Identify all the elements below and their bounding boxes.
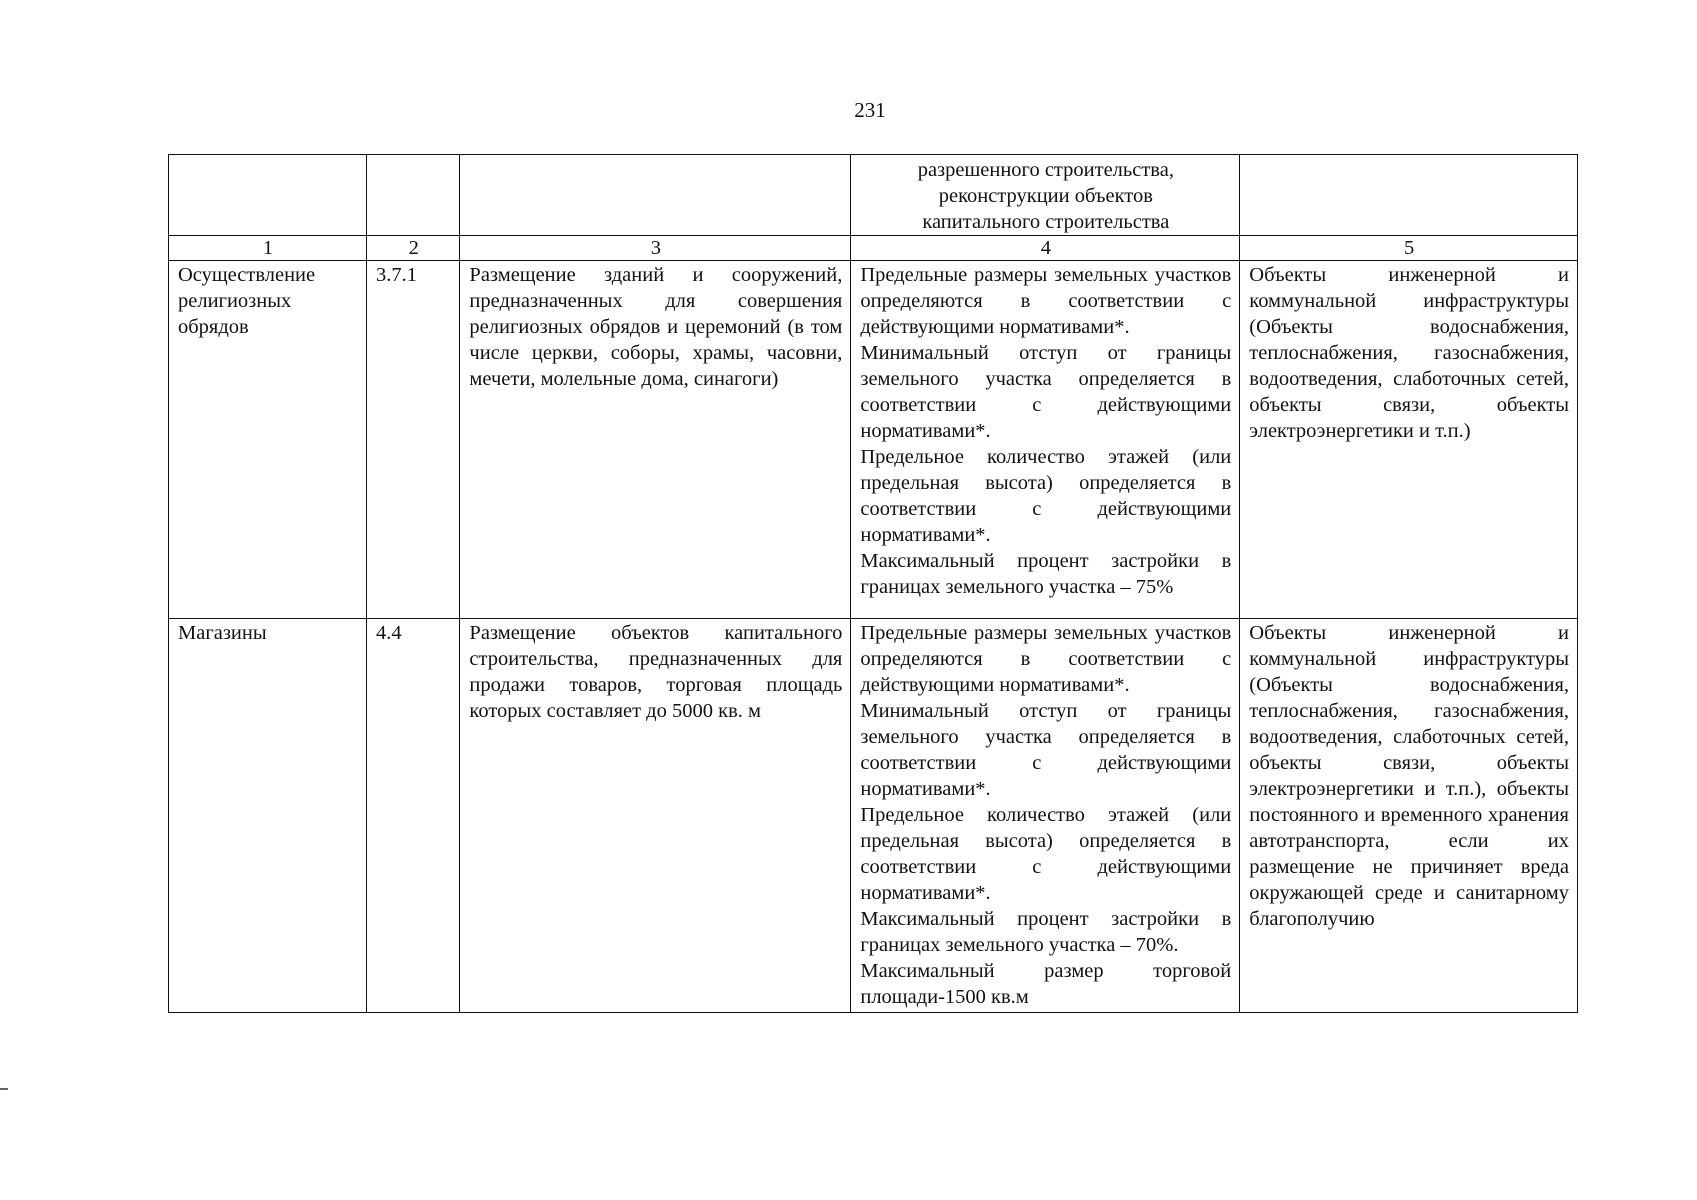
use-description: Размещение объектов капитального строительства, предназначенных для продажи товаров, торговая площадь которых составляет до 5000 кв. м [469,622,843,722]
use-description: Размещение зданий и сооружений, предназначенных для совершения религиозных обрядов и церемоний (в том числе церкви, соборы, храмы, часовни, мечети, молельные дома, синагоги) [469,264,843,390]
use-description-cell [460,261,851,619]
param-paragraph: Предельные размеры земельных участков определяются в соответствии с действующими нормативами*. [860,622,1232,696]
column-number: 3 [460,236,851,261]
header-continuation-row [169,155,1578,236]
use-name: Магазины [178,622,267,644]
column-number-row [169,236,1578,261]
param-paragraph: Предельное количество этажей (или предельная высота) определяется в соответствии с действующими нормативами*. [860,446,1232,546]
scan-edge-mark [0,1088,8,1090]
use-name-cell [169,619,367,1013]
param-paragraph: Максимальный размер торговой площади-1500 кв.м [860,960,1232,1008]
header-col4-line2: реконструкции объектов [938,185,1153,207]
param-paragraph: Минимальный отступ от границы земельного участка определяется в соответствии с действующими нормативами*. [860,700,1232,800]
param-paragraph: Предельные размеры земельных участков определяются в соответствии с действующими нормативами*. [860,264,1232,338]
land-use-table [168,154,1578,1013]
header-cell-2 [366,155,459,236]
use-description-cell [460,619,851,1013]
column-number: 1 [169,236,367,261]
table-row [169,619,1578,1013]
header-cell-1 [169,155,367,236]
page-number: 231 [854,98,886,122]
aux-objects-cell [1240,619,1578,1013]
header-col4-line1: разрешенного строительства, [917,159,1174,181]
param-paragraph: Минимальный отступ от границы земельного участка определяется в соответствии с действующими нормативами*. [860,342,1232,442]
use-params-cell [851,261,1240,619]
param-paragraph: Максимальный процент застройки в границах земельного участка – 75% [860,550,1232,598]
aux-objects-cell [1240,261,1578,619]
aux-objects: Объекты инженерной и коммунальной инфраструктуры (Объекты водоснабжения, теплоснабжения, газоснабжения, водоотведения, слаботочных сетей, объекты связи, объекты электроэнергетики и т.п.), объекты постоянного и временного хранения автотранспорта, если их размещение не причиняет вреда окружающей среде и санитарному благополучию [1249,622,1569,930]
column-number: 5 [1240,236,1578,261]
use-code: 3.7.1 [375,264,417,286]
column-number: 2 [366,236,459,261]
header-cell-3 [460,155,851,236]
use-code: 4.4 [375,622,402,644]
aux-objects: Объекты инженерной и коммунальной инфраструктуры (Объекты водоснабжения, теплоснабжения, газоснабжения, водоотведения, слаботочных сетей, объекты связи, объекты электроэнергетики и т.п.) [1249,264,1569,442]
header-cell-5 [1240,155,1578,236]
header-cell-4 [851,155,1240,236]
table-row [169,261,1578,619]
use-name: Осуществление религиозных обрядов [178,264,316,338]
header-col4-line3: капитального строительства [922,211,1170,233]
param-paragraph: Предельное количество этажей (или предельная высота) определяется в соответствии с действующими нормативами*. [860,804,1232,904]
use-name-cell [169,261,367,619]
param-paragraph: Максимальный процент застройки в границах земельного участка – 70%. [860,908,1232,956]
use-params-cell [851,619,1240,1013]
use-code-cell [366,619,459,1013]
column-number: 4 [851,236,1240,261]
use-code-cell [366,261,459,619]
